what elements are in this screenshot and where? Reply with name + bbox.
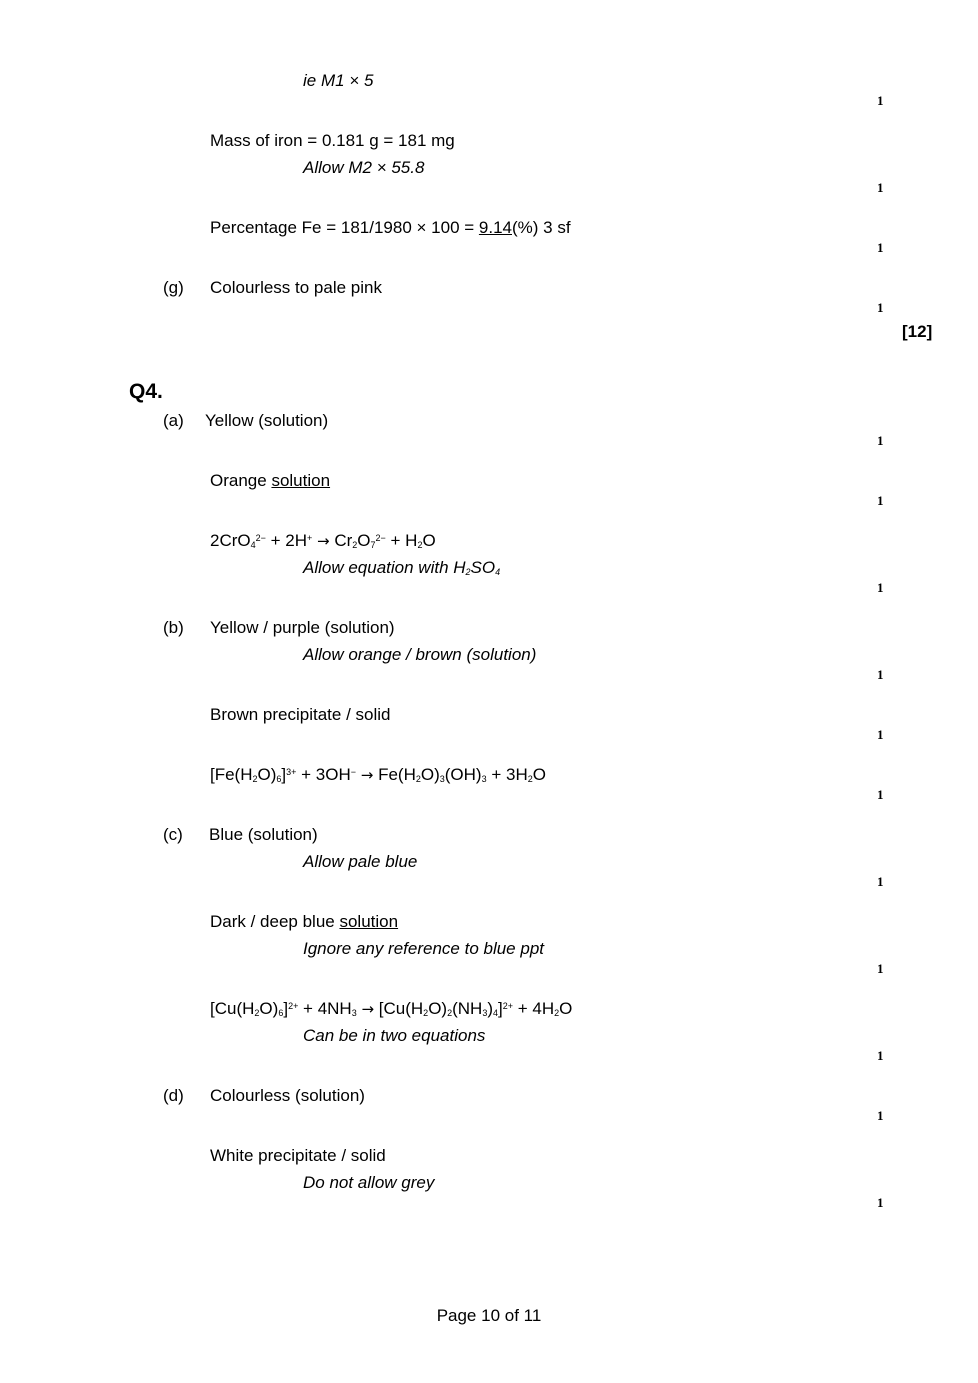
answer-percentage: Percentage Fe = 181/1980 × 100 = 9.14(%) 3 sf: [210, 218, 571, 237]
page-footer: Page 10 of 11: [436, 1306, 542, 1325]
answer-b1: Yellow / purple (solution): [210, 618, 395, 637]
mark: 1: [877, 1048, 884, 1063]
mark: 1: [877, 580, 884, 595]
answer-d1: Colourless (solution): [210, 1086, 365, 1105]
answer-g: Colourless to pale pink: [210, 278, 382, 297]
mark: 1: [877, 667, 884, 682]
answer-mass-iron: Mass of iron = 0.181 g = 181 mg: [210, 131, 455, 150]
mark: 1: [877, 727, 884, 742]
note-m1: ie M1 × 5: [303, 71, 374, 90]
question-heading: Q4.: [129, 380, 163, 403]
answer-b2: Brown precipitate / solid: [210, 705, 391, 724]
part-label-b: (b): [163, 618, 184, 637]
mark: 1: [877, 787, 884, 802]
mark: 1: [877, 493, 884, 508]
part-label-a: (a): [163, 411, 184, 430]
question-total: [12]: [902, 322, 933, 341]
equation-chromate: $2CrO_4^{2-} + 2H^+ \to Cr_2O_7^{2-} + H_2O$: [210, 531, 436, 550]
mark: 1: [877, 1195, 884, 1210]
equation-iron: $[Fe(H_2O)_6]^{3+} + 3OH^- \to Fe(H_2O)_3(OH)_3 + 3H_2O$: [210, 765, 546, 784]
note-c-ignore: Ignore any reference to blue ppt: [303, 939, 544, 958]
answer-a2: Orange solution: [210, 471, 331, 490]
mark: 1: [877, 93, 884, 108]
equation-copper: $[Cu(H_2O)_6]^{2+} + 4NH_3 \to [Cu(H_2O)_2(NH_3)_4]^{2+} + 4H_2O$: [210, 999, 573, 1018]
answer-a1: Yellow (solution): [205, 411, 329, 430]
mark: 1: [877, 433, 884, 448]
part-label-d: (d): [163, 1086, 184, 1105]
note-b-allow: Allow orange / brown (solution): [303, 645, 537, 664]
mark: 1: [877, 1108, 884, 1123]
mark: 1: [877, 180, 884, 195]
mark: 1: [877, 874, 884, 889]
note-d-not: Do not allow grey: [303, 1173, 435, 1192]
part-label-g: (g): [163, 278, 184, 297]
note-c-allow: Allow pale blue: [303, 852, 418, 871]
answer-c1: Blue (solution): [209, 825, 318, 844]
note-two-equations: Can be in two equations: [303, 1026, 486, 1045]
note-equation-h2so4: Allow equation with $H_2SO_4$: [303, 558, 501, 577]
answer-d2: White precipitate / solid: [210, 1146, 386, 1165]
note-m2: Allow M2 × 55.8: [303, 158, 425, 177]
mark: 1: [877, 961, 884, 976]
mark: 1: [877, 300, 884, 315]
part-label-c: (c): [163, 825, 183, 844]
mark: 1: [877, 240, 884, 255]
answer-c2: Dark / deep blue solution: [210, 912, 399, 931]
